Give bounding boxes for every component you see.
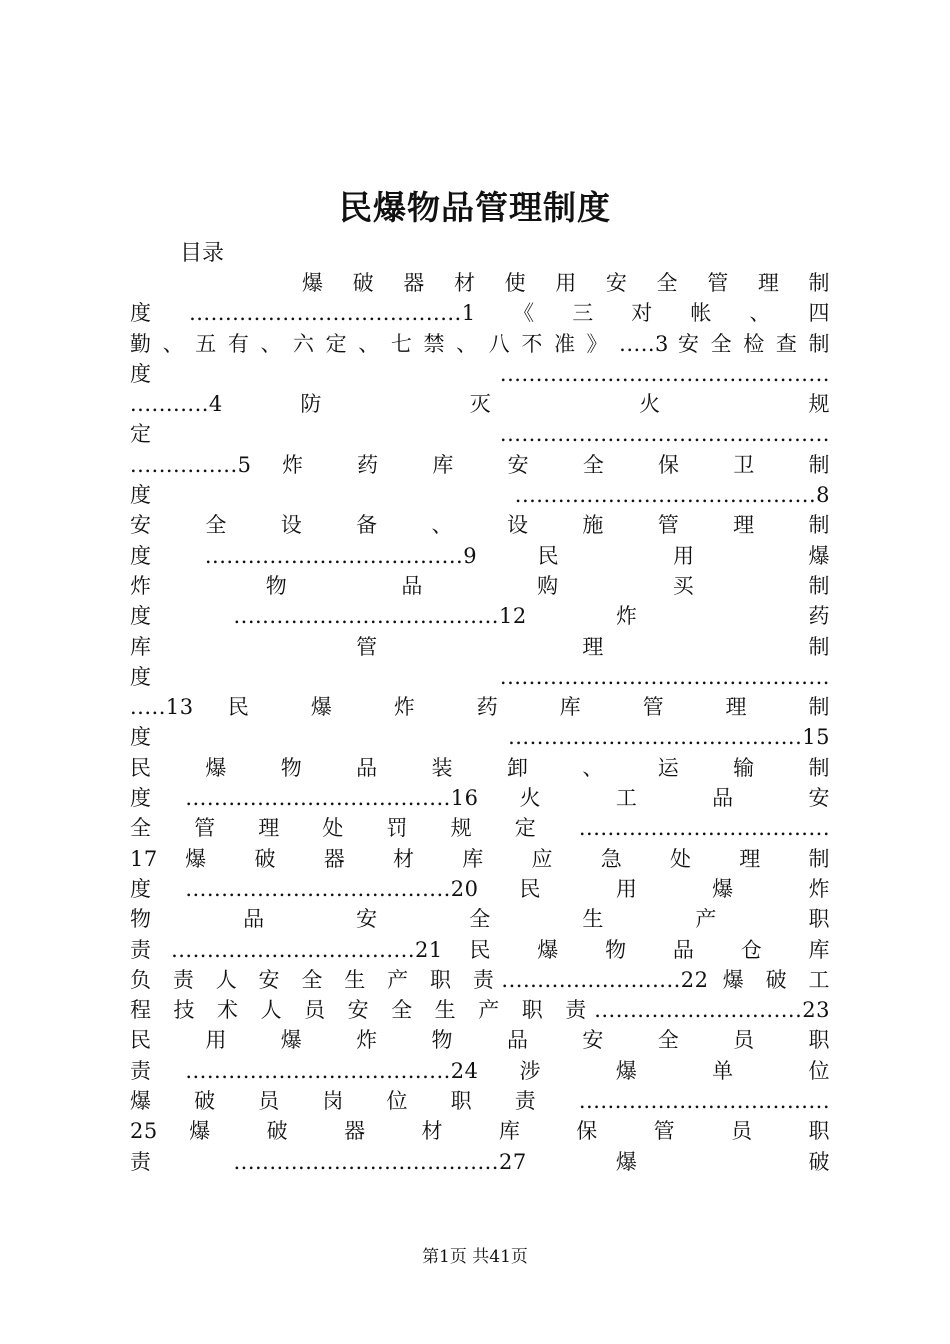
toc-line: 物 品 安 全 生 产 职 — [130, 907, 830, 932]
toc-line: 25 爆 破 器 材 库 保 管 员 职 — [130, 1119, 830, 1144]
toc-line: 定.............................................. — [130, 422, 830, 447]
toc-line: 负 责 人 安 全 生 产 职 责.........................22 爆 破 工 — [130, 967, 830, 992]
page-footer: 第1页 共41页 — [422, 1247, 528, 1267]
toc-line: 爆 破 器 材 使 用 安 全 管 理 制 — [302, 271, 830, 295]
toc-line: 民 爆 物 品 装 卸 、 运 输 制 — [130, 755, 830, 780]
toc-line: 责..................................21 民 爆 物 品 仓 库 — [130, 937, 830, 962]
toc-line: 民 用 爆 炸 物 品 安 全 员 职 — [130, 1028, 830, 1053]
toc-line: .....13 民 爆 炸 药 库 管 理 制 — [130, 695, 830, 720]
toc-line: 勤 、 五 有 、 六 定 、 七 禁 、 八 不 准 》 .....3 安 全 检 查 制 — [130, 331, 830, 356]
toc-line: 责.....................................27 爆 破 — [130, 1149, 830, 1174]
toc-line: 度 .........................................15 — [130, 725, 830, 750]
toc-line: 爆破员岗位职责................................... — [130, 1089, 830, 1114]
toc-line: 度.............................................. — [130, 664, 830, 689]
document-title: 民爆物品管理制度 — [339, 188, 611, 227]
toc-line: 度.....................................16 火 工 品 安 — [130, 786, 830, 811]
toc-line: 全管理处罚规定................................... — [130, 816, 830, 841]
toc-line: 17 爆 破 器 材 库 应 急 处 理 制 — [130, 846, 830, 871]
toc-line: 安 全 设 备 、 设 施 管 理 制 — [130, 513, 830, 538]
toc-line: 责.....................................24 涉 爆 单 位 — [130, 1058, 830, 1083]
toc-line: ...............5 炸 药 库 安 全 保 卫 制 — [130, 452, 830, 477]
toc-line: 度..........................................8 — [130, 483, 830, 508]
toc-line: 度.............................................. — [130, 361, 830, 386]
table-of-contents — [130, 268, 830, 1177]
toc-line: 度.....................................20 民 用 爆 炸 — [130, 876, 830, 901]
toc-line: 度......................................1《三对帐、四 — [130, 301, 830, 326]
toc-line: 程 技 术 人 员 安 全 生 产 职 责.............................23 — [130, 998, 830, 1023]
toc-line: 炸 物 品 购 买 制 — [130, 573, 830, 598]
toc-heading: 目录 — [180, 241, 225, 266]
toc-line: 库 管 理 制 — [130, 634, 830, 659]
toc-line: 度.....................................12 炸 药 — [130, 604, 830, 629]
toc-line: 度....................................9 民 用 爆 — [130, 543, 830, 568]
toc-line: ...........4 防 灭 火 规 — [130, 392, 830, 417]
